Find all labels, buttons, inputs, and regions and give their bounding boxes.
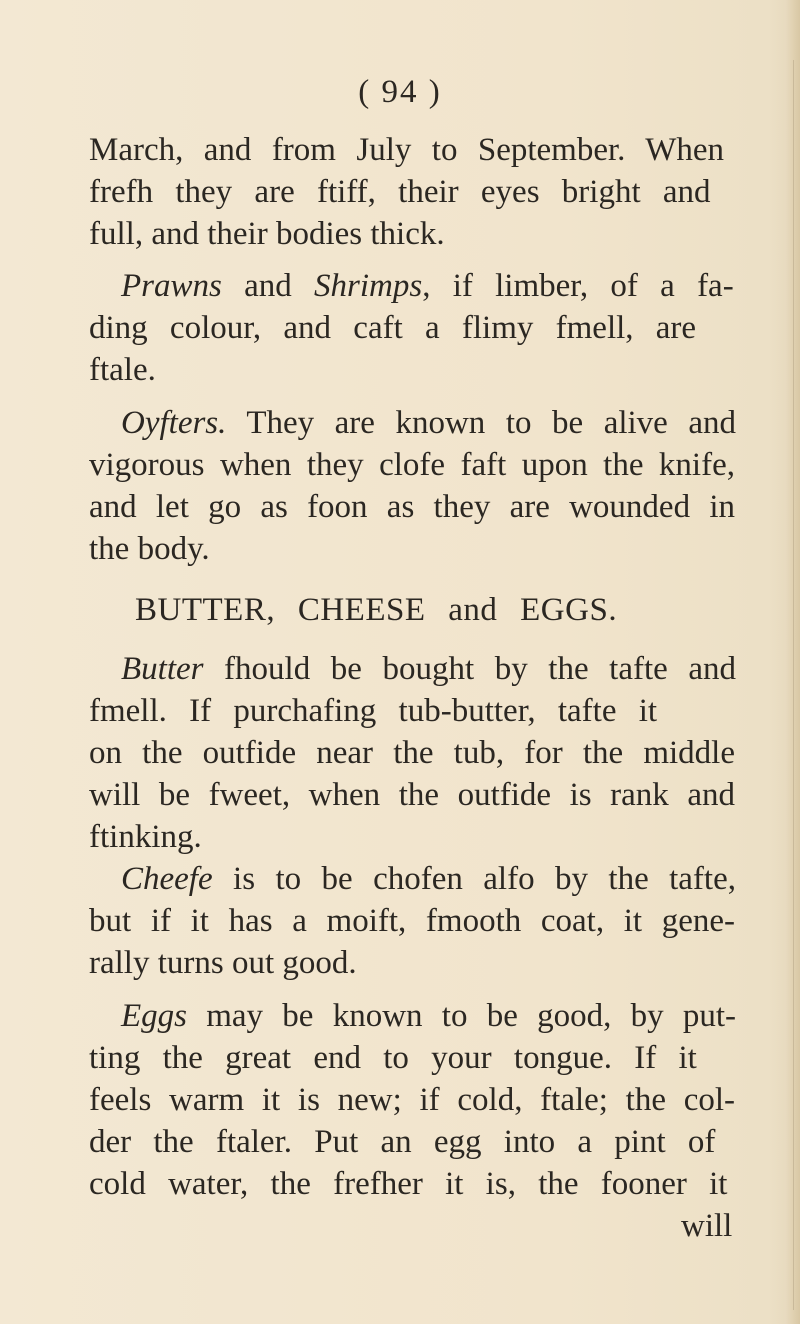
text-line (89, 1038, 697, 1078)
text-line (89, 1164, 727, 1204)
page-number: ( 94 ) (358, 74, 442, 110)
text-line (89, 943, 357, 983)
text-run: ding colour, and caft a flimy fmell, are (89, 310, 697, 346)
text-line (89, 214, 445, 254)
text-run: will (681, 1208, 733, 1244)
text-line (89, 445, 735, 485)
text-run: will be fweet, when the outfide is rank and (89, 777, 735, 813)
text-line (121, 996, 736, 1036)
text-run: full, and their bodies thick. (89, 216, 445, 252)
text-line (121, 266, 734, 306)
text-run: cold water, the frefher it is, the fooner it (89, 1166, 728, 1202)
text-line (89, 130, 724, 170)
text-line (89, 775, 735, 815)
page-edge-line (793, 60, 794, 1310)
text-line (89, 308, 696, 348)
text-run: vigorous when they clofe faft upon the knife, (89, 447, 735, 483)
text-run: is to be chofen alfo by the tafte, (212, 861, 736, 897)
text-line (89, 901, 735, 941)
text-run: may be known to be good, by put- (187, 998, 736, 1034)
text-line (89, 733, 735, 773)
text-line (89, 529, 210, 569)
italic-term: Butter (121, 651, 204, 687)
text-run: BUTTER, CHEESE and EGGS. (135, 592, 618, 628)
text-line (89, 1122, 715, 1162)
catchword (681, 1206, 732, 1246)
text-run: frefh they are ftiff, their eyes bright and (89, 174, 711, 210)
text-line (121, 649, 736, 689)
text-line (121, 403, 736, 443)
italic-term: Eggs (121, 998, 187, 1034)
text-line (89, 817, 202, 857)
text-line (89, 1080, 735, 1120)
text-line (89, 350, 156, 390)
text-run: der the ftaler. Put an egg into a pint of (89, 1124, 716, 1160)
text-run: but if it has a moift, fmooth coat, it gene- (89, 903, 735, 939)
text-line (89, 172, 711, 212)
section-heading (135, 590, 617, 630)
text-run: March, and from July to September. When (89, 132, 724, 168)
text-run: on the outfide near the tub, for the middle (89, 735, 735, 771)
text-run: feels warm it is new; if cold, ftale; the col- (89, 1082, 735, 1118)
text-run: ting the great end to your tongue. If it (89, 1040, 697, 1076)
text-line (89, 487, 735, 527)
text-run: fhould be bought by the tafte and (203, 651, 736, 687)
italic-term: Prawns (121, 268, 222, 304)
text-run: ftale. (89, 352, 156, 388)
text-line (89, 691, 657, 731)
text-run: ftinking. (89, 819, 202, 855)
text-run: the body. (89, 531, 210, 567)
italic-term: Cheefe (121, 861, 213, 897)
text-run: and (221, 268, 315, 304)
text-run: and let go as foon as they are wounded in (89, 489, 735, 525)
italic-term: Oyfters. (121, 405, 227, 441)
italic-term: Shrimps (314, 268, 423, 304)
text-run: , if limber, of a fa- (422, 268, 734, 304)
text-run: rally turns out good. (89, 945, 357, 981)
text-run: fmell. If purchafing tub-butter, tafte it (89, 693, 658, 729)
text-line (121, 859, 736, 899)
text-run: They are known to be alive and (226, 405, 736, 441)
